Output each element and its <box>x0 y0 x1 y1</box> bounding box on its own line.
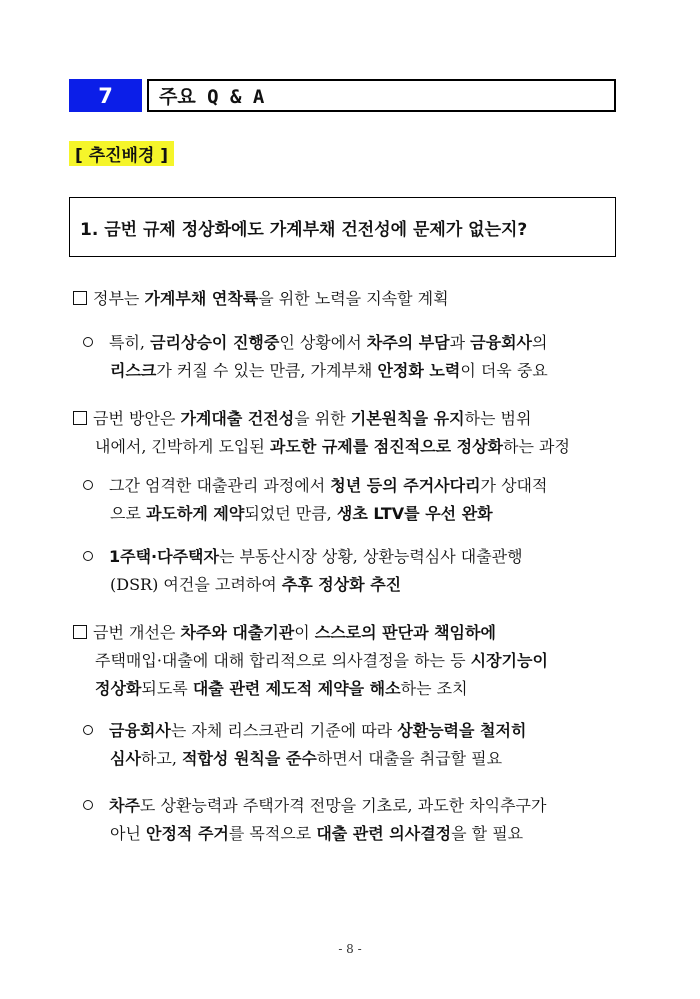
background-label: [ 추진배경 ] <box>69 141 174 166</box>
circle-bullet-icon <box>83 725 93 735</box>
page-number: - 8 - <box>338 942 362 956</box>
bullet-2-sub-2-line-2: (DSR) 여건을 고려하여 추후 정상화 추진 <box>110 575 402 594</box>
bullet-3-line-3: 정상화되도록 대출 관련 제도적 제약을 해소하는 조치 <box>95 679 468 698</box>
bullet-1-line-1: 정부는 가계부채 연착륙을 위한 노력을 지속할 계획 <box>73 288 449 310</box>
circle-bullet-icon <box>83 800 93 810</box>
bullet-3-line-1: 금번 개선은 차주와 대출기관이 스스로의 판단과 책임하에 <box>73 622 496 644</box>
question-box: 1. 금번 규제 정상화에도 가계부채 건전성에 문제가 없는지? <box>69 197 616 257</box>
square-bullet-icon <box>73 625 87 639</box>
bullet-3-sub-1-line-1: 금융회사는 자체 리스크관리 기준에 따라 상환능력을 철저히 <box>83 720 526 742</box>
bullet-2-line-1: 금번 방안은 가계대출 건전성을 위한 기본원칙을 유지하는 범위 <box>73 408 531 430</box>
square-bullet-icon <box>73 291 87 305</box>
circle-bullet-icon <box>83 480 93 490</box>
bullet-2-sub-1-line-1: 그간 엄격한 대출관리 과정에서 청년 등의 주거사다리가 상대적 <box>83 475 547 497</box>
bullet-3-sub-2-line-2: 아닌 안정적 주거를 목적으로 대출 관련 의사결정을 할 필요 <box>110 824 524 843</box>
bullet-3-sub-2-line-1: 차주도 상환능력과 주택가격 전망을 기초로, 과도한 차익추구가 <box>83 795 546 817</box>
bullet-2-line-2: 내에서, 긴박하게 도입된 과도한 규제를 점진적으로 정상화하는 과정 <box>95 437 570 456</box>
bullet-1-sub-1-line-2: 리스크가 커질 수 있는 만큼, 가계부채 안정화 노력이 더욱 중요 <box>110 361 548 380</box>
bullet-1-sub-1-line-1: 특히, 금리상승이 진행중인 상황에서 차주의 부담과 금융회사의 <box>83 332 547 354</box>
bullet-3-line-2: 주택매입·대출에 대해 합리적으로 의사결정을 하는 등 시장기능이 <box>95 651 548 670</box>
bullet-3-sub-1-line-2: 심사하고, 적합성 원칙을 준수하면서 대출을 취급할 필요 <box>110 749 503 768</box>
section-header <box>69 79 616 112</box>
section-number: 7 <box>69 79 142 112</box>
circle-bullet-icon <box>83 337 93 347</box>
bullet-2-sub-2-line-1: 1주택·다주택자는 부동산시장 상황, 상환능력심사 대출관행 <box>83 546 523 568</box>
square-bullet-icon <box>73 411 87 425</box>
bullet-2-sub-1-line-2: 으로 과도하게 제약되었던 만큼, 생초 LTV를 우선 완화 <box>110 504 493 523</box>
section-title: 주요 Q & A <box>147 79 616 112</box>
circle-bullet-icon <box>83 551 93 561</box>
